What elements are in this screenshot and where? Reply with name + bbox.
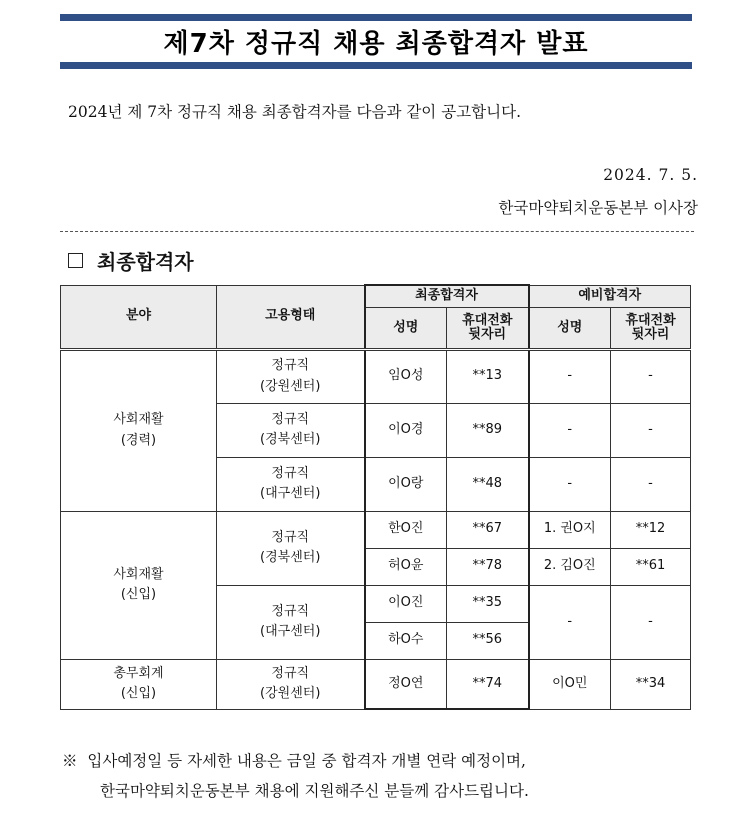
final-name-cell: 정O연 bbox=[365, 659, 447, 709]
table-header-row bbox=[61, 285, 691, 307]
reserve-name-cell: - bbox=[529, 349, 611, 403]
reserve-name-cell: 이O민 bbox=[529, 659, 611, 709]
employment-cell: 정규직 (강원센터) bbox=[217, 349, 365, 403]
closing-note bbox=[62, 746, 529, 806]
table-row bbox=[61, 511, 691, 548]
reserve-phone-cell: - bbox=[611, 403, 691, 457]
final-phone-cell: **67 bbox=[447, 511, 529, 548]
table-row bbox=[61, 349, 691, 403]
final-name-cell: 하O수 bbox=[365, 622, 447, 659]
employment-cell: 정규직 (강원센터) bbox=[217, 659, 365, 709]
results-table bbox=[60, 284, 691, 710]
intro-text: 2024년 제 7차 정규직 채용 최종합격자를 다음과 같이 공고합니다. bbox=[68, 103, 522, 121]
reserve-name-cell: 1. 권O지 bbox=[529, 511, 611, 548]
header-final-group: 최종합격자 bbox=[365, 285, 529, 307]
final-name-cell: 한O진 bbox=[365, 511, 447, 548]
final-name-cell: 임O성 bbox=[365, 349, 447, 403]
field-cell: 사회재활 (경력) bbox=[61, 349, 217, 511]
final-name-cell: 이O랑 bbox=[365, 457, 447, 511]
header-employment: 고용형태 bbox=[217, 285, 365, 349]
table-row bbox=[61, 659, 691, 709]
field-cell: 총무회계 (신입) bbox=[61, 659, 217, 709]
header-reserve-phone: 휴대전화 뒷자리 bbox=[611, 307, 691, 349]
reserve-name-cell: - bbox=[529, 585, 611, 659]
page-title: 제7차 정규직 채용 최종합격자 발표 bbox=[163, 29, 589, 59]
final-phone-cell: **78 bbox=[447, 548, 529, 585]
employment-cell: 정규직 (대구센터) bbox=[217, 457, 365, 511]
final-name-cell: 이O진 bbox=[365, 585, 447, 622]
final-phone-cell: **89 bbox=[447, 403, 529, 457]
employment-cell: 정규직 (경북센터) bbox=[217, 511, 365, 585]
reserve-phone-cell: - bbox=[611, 585, 691, 659]
dashed-divider bbox=[60, 231, 694, 232]
final-name-cell: 허O윤 bbox=[365, 548, 447, 585]
reserve-name-cell: 2. 김O진 bbox=[529, 548, 611, 585]
reserve-phone-cell: - bbox=[611, 457, 691, 511]
header-reserve-name: 성명 bbox=[529, 307, 611, 349]
reserve-phone-cell: **34 bbox=[611, 659, 691, 709]
reserve-phone-cell: - bbox=[611, 349, 691, 403]
header-field: 분야 bbox=[61, 285, 217, 349]
note-line-2: 한국마약퇴치운동본부 채용에 지원해주신 분들께 감사드립니다. bbox=[100, 782, 529, 800]
employment-cell: 정규직 (대구센터) bbox=[217, 585, 365, 659]
final-phone-cell: **35 bbox=[447, 585, 529, 622]
reference-mark-icon: ※ bbox=[62, 752, 78, 770]
final-name-cell: 이O경 bbox=[365, 403, 447, 457]
header-final-phone: 휴대전화 뒷자리 bbox=[447, 307, 529, 349]
reserve-name-cell: - bbox=[529, 457, 611, 511]
square-bullet-icon bbox=[68, 253, 83, 268]
reserve-phone-cell: **61 bbox=[611, 548, 691, 585]
section-heading bbox=[68, 246, 194, 275]
issuing-organization: 한국마약퇴치운동본부 이사장 bbox=[498, 199, 698, 217]
section-title: 최종합격자 bbox=[97, 250, 194, 274]
reserve-phone-cell: **12 bbox=[611, 511, 691, 548]
title-banner bbox=[60, 14, 692, 69]
final-phone-cell: **56 bbox=[447, 622, 529, 659]
announcement-date: 2024. 7. 5. bbox=[603, 166, 698, 184]
final-phone-cell: **13 bbox=[447, 349, 529, 403]
reserve-name-cell: - bbox=[529, 403, 611, 457]
final-phone-cell: **74 bbox=[447, 659, 529, 709]
final-phone-cell: **48 bbox=[447, 457, 529, 511]
note-line-1: ※ 입사예정일 등 자세한 내용은 금일 중 합격자 개별 연락 예정이며, bbox=[62, 752, 526, 770]
header-reserve-group: 예비합격자 bbox=[529, 285, 691, 307]
field-cell: 사회재활 (신입) bbox=[61, 511, 217, 659]
employment-cell: 정규직 (경북센터) bbox=[217, 403, 365, 457]
header-final-name: 성명 bbox=[365, 307, 447, 349]
